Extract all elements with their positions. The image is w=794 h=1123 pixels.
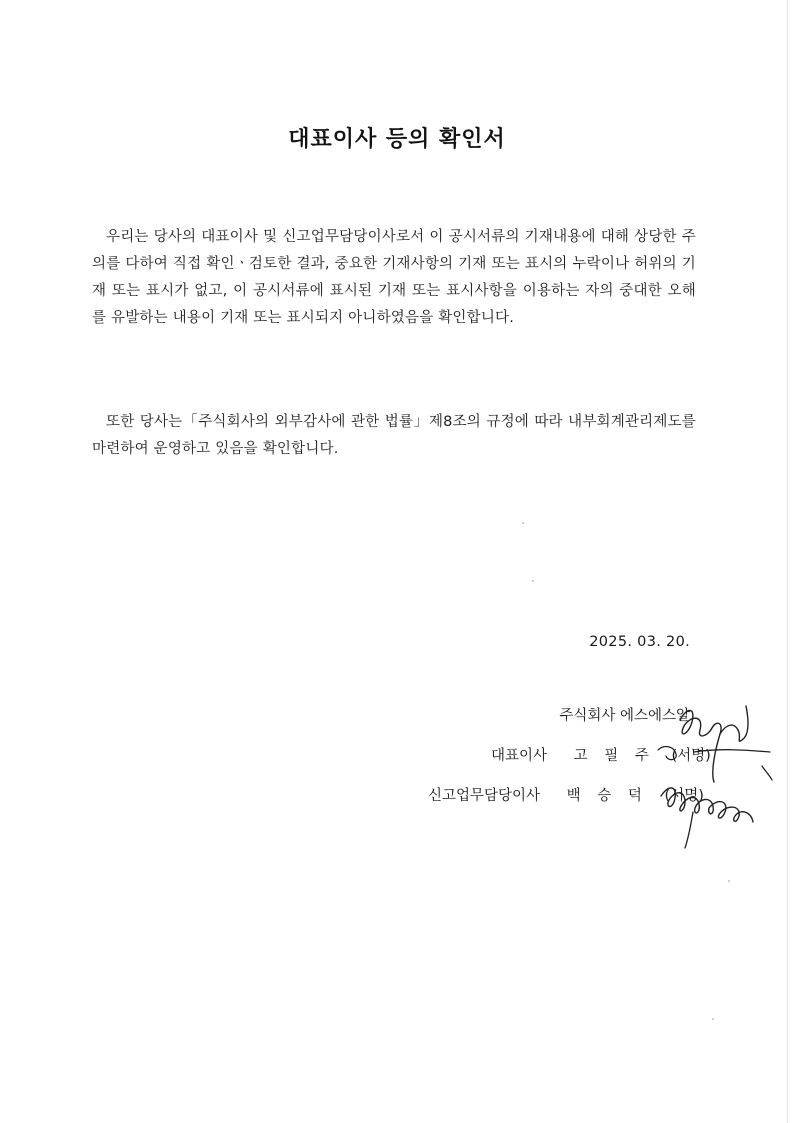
signatory-role: 대표이사 xyxy=(491,748,548,764)
confirmation-paragraph: 우리는 당사의 대표이사 및 신고업무담당이사로서 이 공시서류의 기재내용에 대해 상당한 주의를 다하여 직접 확인ㆍ검토한 결과, 중요한 기재사항의 기재 또는 표시의 누락이나 허위의 기재 또는 표시가 없고, 이 공시서류에 표시된 기재 또는 표시사항을 이용하는 자의 중대한 오해를 유발하는 내용이 기재 또는 표시되지 아니하였음을 확인합니다. xyxy=(92,229,696,326)
signature-placeholder: (서명) xyxy=(671,748,711,764)
company-name: 주식회사 에스에스알 xyxy=(559,708,690,724)
signatory-role: 신고업무담당이사 xyxy=(428,788,541,804)
scan-speck xyxy=(712,1018,714,1020)
handwritten-signature-cfo xyxy=(655,772,765,850)
signature-placeholder: (서명) xyxy=(664,788,704,804)
scan-speck xyxy=(728,880,730,882)
document-title: 대표이사 등의 확인서 xyxy=(288,127,506,152)
scan-edge-line xyxy=(787,0,788,1123)
signatory-name: 백 승 덕 xyxy=(566,788,648,804)
signatory-name: 고 필 주 xyxy=(573,748,655,764)
document-date: 2025. 03. 20. xyxy=(589,634,690,650)
scan-speck xyxy=(532,580,534,582)
scan-speck xyxy=(522,522,524,524)
internal-control-paragraph: 또한 당사는「주식회사의 외부감사에 관한 법률」제8조의 규정에 따라 내부회계관리제도를 마련하여 운영하고 있음을 확인합니다. xyxy=(92,414,696,457)
